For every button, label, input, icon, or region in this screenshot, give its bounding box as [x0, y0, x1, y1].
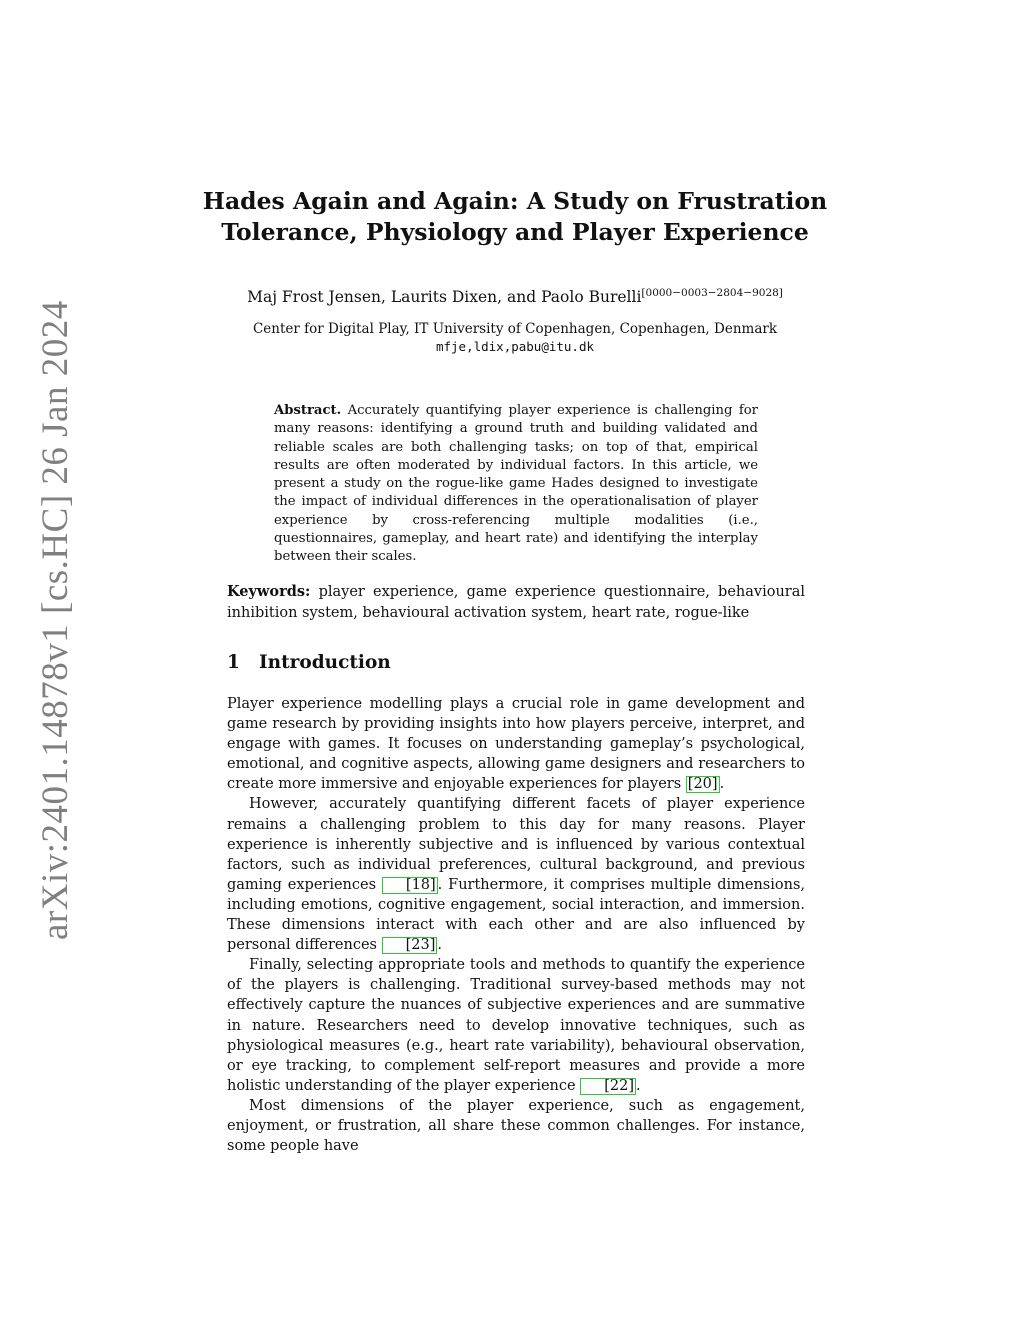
paragraph [227, 794, 805, 955]
citation-link[interactable]: [22] [580, 1078, 636, 1095]
paragraph-text: Finally, selecting appropriate tools and methods to quantify the experience of the players is challenging. Traditional survey-based methods may not effectively capture the nuances of subjective experiences and are summative in nature. Researchers need to develop innovative techniques, such as physiological measures (e.g., heart rate variability), behavioural observation, or eye tracking, to complement self-report measures and provide a more holistic understanding of the player experience [227, 957, 805, 1094]
section-body [227, 694, 805, 1156]
abstract [274, 402, 758, 567]
affiliation-block [200, 320, 830, 356]
title-line-2: Tolerance, Physiology and Player Experience [221, 218, 809, 246]
author-list [200, 283, 830, 307]
keywords-label: Keywords: [227, 583, 311, 600]
citation-link[interactable]: [23] [382, 937, 438, 954]
orcid-link[interactable]: [0000−0003−2804−9028] [641, 287, 783, 299]
paragraph-text: . Furthermore, it comprises multiple dimensions, including emotions, cognitive engagement, social interaction, and immersion. These dimensions interact with each other and are also influenced by personal differences [227, 876, 806, 954]
paragraph [227, 1096, 805, 1156]
arxiv-identifier: arXiv:2401.14878v1 [cs.HC] 26 Jan 2024 [35, 300, 76, 940]
paragraph-text: . [437, 937, 442, 954]
keywords-text: player experience, game experience questionnaire, behavioural inhibition system, behavioural activation system, heart rate, rogue-like [227, 584, 806, 621]
affiliation-email: mfje,ldix,pabu@itu.dk [435, 339, 595, 354]
paragraph-text: . [719, 776, 725, 793]
paragraph-text: However, accurately quantifying different facets of player experience remains a challenging problem to this day for many reasons. Player experience is inherently subjective and is influenced by various contextual factors, such as individual preferences, cultural background, and previous gaming experiences [227, 796, 805, 893]
section-number: 1 [227, 652, 240, 673]
title-line-1: Hades Again and Again: A Study on Frustration [202, 187, 828, 215]
citation-link[interactable]: [20] [687, 776, 718, 793]
author-names: Maj Frost Jensen, Laurits Dixen, and Paolo Burelli [247, 288, 642, 306]
paragraph-text: . [635, 1077, 641, 1094]
paragraph-text: Most dimensions of the player experience, such as engagement, enjoyment, or frustration, all share these common challenges. For instance, some people have [227, 1097, 805, 1155]
keywords [227, 582, 805, 623]
abstract-text: Accurately quantifying player experience is challenging for many reasons: identifying a ground truth and building validated and reliable scales are both challenging tasks; on top of that, empirical results are often moderated by individual factors. In this article, we present a study on the rogue-like game Hades designed to investigate the impact of individual differences in the operationalisation of player experience by cross-referencing multiple modalities (i.e., questionnaires, gameplay, and heart rate) and identifying the interplay between their scales. [274, 403, 758, 565]
paragraph [227, 955, 805, 1096]
abstract-label: Abstract. [274, 403, 342, 418]
affiliation-institution: Center for Digital Play, IT University of Copenhagen, Copenhagen, Denmark [252, 321, 778, 337]
paragraph [227, 694, 805, 794]
section-heading [227, 651, 391, 675]
paper-title [200, 186, 830, 248]
section-title: Introduction [259, 652, 391, 673]
paragraph-text: Player experience modelling plays a crucial role in game development and game research by providing insights into how players perceive, interpret, and engage with games. It focuses on understanding gameplay’s psychological, emotional, and cognitive aspects, allowing game designers and researchers to create more immersive and enjoyable experiences for players [227, 696, 805, 793]
citation-link[interactable]: [18] [382, 877, 438, 894]
